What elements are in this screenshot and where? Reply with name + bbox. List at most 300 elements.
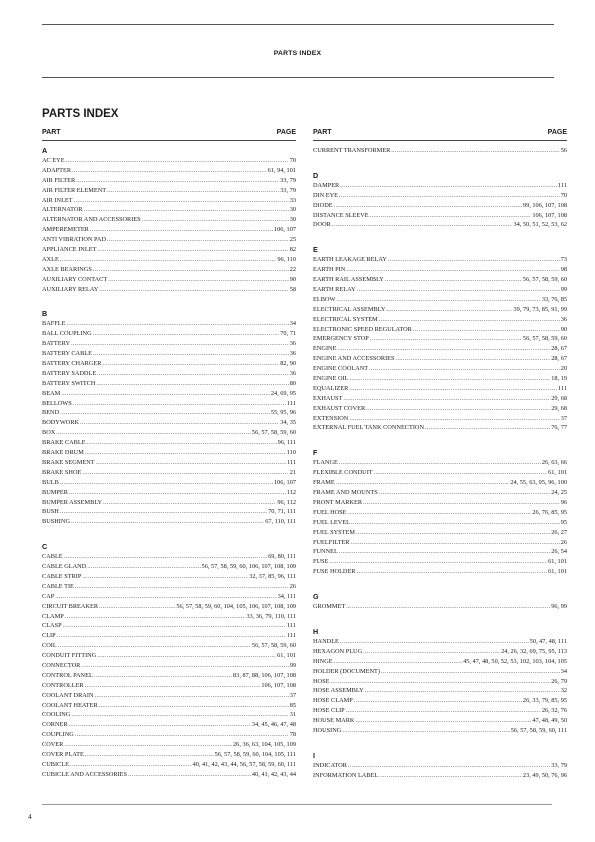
dot-leader bbox=[379, 771, 522, 781]
part-name: BATTERY SWITCH bbox=[42, 379, 96, 387]
dot-leader bbox=[334, 657, 463, 667]
part-name: HOUSE MARK bbox=[313, 717, 355, 725]
dot-leader bbox=[413, 325, 560, 335]
dot-leader bbox=[84, 205, 289, 215]
dot-leader bbox=[60, 255, 277, 265]
part-column-label: PART bbox=[42, 129, 61, 136]
dot-leader bbox=[75, 730, 289, 740]
page-refs: 30 bbox=[289, 216, 296, 224]
dot-leader bbox=[332, 220, 513, 230]
index-entry bbox=[42, 369, 296, 379]
part-name: HOSE CLAMP bbox=[313, 697, 353, 705]
part-name: COVER bbox=[42, 741, 64, 749]
part-name: BUMPER ASSEMBLY bbox=[42, 498, 103, 506]
index-entry bbox=[313, 488, 567, 498]
part-name: CLAMP bbox=[42, 612, 64, 620]
dot-leader bbox=[329, 557, 547, 567]
index-entry bbox=[42, 740, 296, 750]
page-refs: 26 bbox=[560, 538, 567, 546]
index-entry bbox=[42, 458, 296, 468]
dot-leader bbox=[142, 215, 289, 225]
page-refs: 26, 63, 66 bbox=[541, 459, 567, 467]
part-name: APPLIANCE INLET bbox=[42, 246, 97, 254]
part-name: HOSE CLIP bbox=[313, 707, 345, 715]
page-refs: 99, 106, 107, 108 bbox=[522, 201, 567, 209]
part-name: AIR FILTER bbox=[42, 176, 76, 184]
index-entry bbox=[313, 404, 567, 414]
index-entry bbox=[313, 201, 567, 211]
part-name: BRAKE DRUM bbox=[42, 449, 84, 457]
section-letter: F bbox=[313, 448, 318, 458]
part-name: HOSE ASSEMBLY bbox=[313, 687, 364, 695]
dot-leader bbox=[339, 547, 550, 557]
page-refs: 61, 101 bbox=[548, 558, 567, 566]
dot-leader bbox=[337, 344, 550, 354]
index-section bbox=[42, 146, 296, 294]
part-name: INDICATOR bbox=[313, 761, 347, 769]
page-refs: 56, 57, 58, 59, 60, 111 bbox=[510, 726, 567, 734]
index-entry bbox=[313, 647, 567, 657]
page-refs: 29, 68 bbox=[551, 404, 567, 412]
index-entry bbox=[42, 319, 296, 329]
index-entry bbox=[42, 552, 296, 562]
index-entry bbox=[313, 637, 567, 647]
part-name: DISTANCE SLEEVE bbox=[313, 211, 369, 219]
part-name: BATTERY CHARGER bbox=[42, 360, 102, 368]
index-entry bbox=[42, 399, 296, 409]
index-entry bbox=[42, 750, 296, 760]
part-name: HANDLE bbox=[313, 637, 339, 645]
part-name: COOLING bbox=[42, 711, 71, 719]
index-entry bbox=[42, 641, 296, 651]
dot-leader bbox=[346, 706, 541, 716]
page-refs: 56, 57, 58, 59, 60 bbox=[522, 276, 567, 284]
part-name: DIODE bbox=[313, 201, 333, 209]
index-entry bbox=[313, 414, 567, 424]
dot-leader bbox=[93, 329, 280, 339]
part-name: ELECTRONIC SPEED REGULATOR bbox=[313, 325, 412, 333]
page-refs: 34 bbox=[289, 320, 296, 328]
page-refs: 82 bbox=[289, 246, 296, 254]
index-entry bbox=[42, 166, 296, 176]
part-name: CORNER bbox=[42, 721, 68, 729]
index-entry bbox=[42, 602, 296, 612]
index-entry bbox=[313, 181, 567, 191]
part-name: EXHAUST COVER bbox=[313, 404, 366, 412]
dot-leader bbox=[342, 726, 509, 736]
index-entry bbox=[313, 325, 567, 335]
dot-leader bbox=[103, 498, 276, 508]
dot-leader bbox=[357, 285, 560, 295]
index-entry bbox=[313, 423, 567, 433]
dot-leader bbox=[75, 582, 289, 592]
part-name: ADAPTER bbox=[42, 166, 72, 174]
page-refs: 34, 35 bbox=[280, 419, 296, 427]
part-name: HINGE bbox=[313, 657, 333, 665]
dot-leader bbox=[343, 394, 550, 404]
dot-leader bbox=[64, 740, 232, 750]
page-refs: 26, 76, 85, 95 bbox=[532, 508, 567, 516]
page-refs: 55, 95, 96 bbox=[270, 409, 296, 417]
page-refs: 24, 69, 95 bbox=[270, 389, 296, 397]
index-entry bbox=[313, 677, 567, 687]
dot-leader bbox=[85, 448, 286, 458]
page-refs: 24, 25 bbox=[551, 489, 567, 497]
index-section bbox=[313, 627, 567, 736]
dot-leader bbox=[74, 196, 289, 206]
part-name: GROMMET bbox=[313, 603, 346, 611]
index-entry bbox=[42, 730, 296, 740]
page-refs: 111 bbox=[287, 458, 296, 466]
part-name: EXTENSION bbox=[313, 414, 349, 422]
index-section bbox=[313, 448, 567, 577]
part-name: EXHAUST bbox=[313, 394, 343, 402]
dot-leader bbox=[370, 334, 522, 344]
page-refs: 73 bbox=[560, 256, 567, 264]
dot-leader bbox=[350, 374, 551, 384]
index-entry bbox=[42, 215, 296, 225]
index-entry bbox=[42, 339, 296, 349]
page-refs: 34 bbox=[560, 667, 567, 675]
page-refs: 36 bbox=[289, 369, 296, 377]
index-entry bbox=[42, 498, 296, 508]
part-name: FRONT MARKER bbox=[313, 498, 363, 506]
index-entry bbox=[42, 572, 296, 582]
page-refs: 33 bbox=[289, 196, 296, 204]
part-name: COIL bbox=[42, 642, 57, 650]
dot-leader bbox=[339, 191, 560, 201]
page-refs: 61, 101 bbox=[277, 652, 296, 660]
part-name: CAP bbox=[42, 592, 55, 600]
dot-leader bbox=[354, 696, 522, 706]
page-column-label: PAGE bbox=[547, 129, 567, 136]
dot-leader bbox=[71, 710, 288, 720]
index-entry bbox=[313, 374, 567, 384]
page-refs: 33, 79 bbox=[280, 186, 296, 194]
index-entry bbox=[42, 389, 296, 399]
dot-leader bbox=[385, 275, 522, 285]
index-entry bbox=[42, 156, 296, 166]
page-refs: 111 bbox=[287, 632, 296, 640]
part-name: CLIP bbox=[42, 632, 56, 640]
page-refs: 110 bbox=[286, 449, 296, 457]
dot-leader bbox=[61, 389, 270, 399]
part-name: FUSE HOLDER bbox=[313, 568, 356, 576]
dot-leader bbox=[386, 305, 512, 315]
index-entry bbox=[313, 305, 567, 315]
dot-leader bbox=[370, 211, 532, 221]
page-refs: 33, 76, 85 bbox=[541, 295, 567, 303]
page-refs: 90 bbox=[289, 275, 296, 283]
dot-leader bbox=[374, 468, 547, 478]
dot-leader bbox=[336, 295, 540, 305]
index-entry bbox=[42, 265, 296, 275]
index-entry bbox=[42, 770, 296, 780]
dot-leader bbox=[351, 538, 560, 548]
index-entry bbox=[42, 562, 296, 572]
page-refs: 45, 47, 48, 50, 52, 53, 102, 103, 104, 105 bbox=[463, 657, 567, 665]
index-entry bbox=[42, 681, 296, 691]
column-header bbox=[42, 129, 296, 141]
part-name: EARTH PIN bbox=[313, 266, 346, 274]
page-refs: 98 bbox=[560, 266, 567, 274]
dot-leader bbox=[97, 369, 289, 379]
part-name: BATTERY CABLE bbox=[42, 350, 92, 358]
part-name: CUBICLE AND ACCESSORIES bbox=[42, 770, 128, 778]
part-name: FRAME AND MOUNTS bbox=[313, 489, 378, 497]
part-name: CIRCUIT BREAKER bbox=[42, 602, 99, 610]
index-entry bbox=[42, 701, 296, 711]
page-refs: 111 bbox=[558, 384, 567, 392]
page-refs: 26, 54 bbox=[551, 548, 567, 556]
part-name: BUMPER bbox=[42, 488, 68, 496]
page-refs: 95 bbox=[560, 518, 567, 526]
part-name: AUXILIARY CONTACT bbox=[42, 275, 108, 283]
page-refs: 30 bbox=[289, 206, 296, 214]
dot-leader bbox=[336, 478, 510, 488]
index-entry bbox=[313, 344, 567, 354]
index-entry bbox=[42, 186, 296, 196]
page-refs: 39, 79, 73, 85, 91, 99 bbox=[513, 305, 567, 313]
page-refs: 33, 79 bbox=[280, 176, 296, 184]
page-refs: 37 bbox=[560, 414, 567, 422]
dot-leader bbox=[425, 423, 550, 433]
part-name: COOLANT HEATER bbox=[42, 701, 98, 709]
page-refs: 106, 107 bbox=[273, 226, 296, 234]
page-refs: 40, 41, 42, 43, 44, 56, 57, 58, 59, 60, 111 bbox=[192, 760, 296, 768]
page-refs: 56, 57, 58, 59, 60, 106, 107, 108, 109 bbox=[201, 563, 296, 571]
part-name: BRAKE CABLE bbox=[42, 439, 86, 447]
page-refs: 34, 50, 51, 52, 53, 62 bbox=[513, 221, 567, 229]
dot-leader bbox=[60, 507, 267, 517]
section-letter: H bbox=[313, 626, 319, 636]
part-name: ELECTRICAL ASSEMBLY bbox=[313, 305, 386, 313]
page-refs: 111 bbox=[558, 181, 567, 189]
page-refs: 80 bbox=[289, 379, 296, 387]
section-letter: C bbox=[42, 542, 48, 552]
part-name: CLASP bbox=[42, 622, 62, 630]
dot-leader bbox=[107, 186, 279, 196]
part-name: CABLE STRIP bbox=[42, 572, 82, 580]
dot-leader bbox=[348, 761, 550, 771]
part-name: BEAM bbox=[42, 389, 61, 397]
part-name: AIR FILTER ELEMENT bbox=[42, 186, 107, 194]
dot-leader bbox=[349, 414, 559, 424]
dot-leader bbox=[87, 562, 200, 572]
index-entry bbox=[313, 508, 567, 518]
page-refs: 106, 107, 108 bbox=[532, 211, 567, 219]
index-entry bbox=[313, 220, 567, 230]
section-letter: E bbox=[313, 245, 318, 255]
part-name: BUSHING bbox=[42, 518, 70, 526]
index-entry bbox=[313, 547, 567, 557]
index-entry bbox=[313, 518, 567, 528]
dot-leader bbox=[69, 488, 286, 498]
part-name: COVER PLATE bbox=[42, 750, 84, 758]
dot-leader bbox=[85, 750, 214, 760]
index-entry bbox=[313, 315, 567, 325]
index-entry bbox=[42, 225, 296, 235]
section-letter: D bbox=[313, 170, 319, 180]
page-refs: 25 bbox=[289, 236, 296, 244]
page-refs: 96 bbox=[560, 498, 567, 506]
dot-leader bbox=[85, 681, 261, 691]
dot-leader bbox=[66, 319, 288, 329]
dot-leader bbox=[363, 498, 560, 508]
part-name: FUEL SYSTEM bbox=[313, 528, 355, 536]
index-entry bbox=[313, 726, 567, 736]
index-entry bbox=[42, 448, 296, 458]
dot-leader bbox=[82, 572, 248, 582]
page-refs: 36 bbox=[289, 340, 296, 348]
part-name: BUSH bbox=[42, 508, 59, 516]
page-refs: 31 bbox=[289, 711, 296, 719]
page-refs: 26, 36, 63, 104, 105, 109 bbox=[233, 741, 296, 749]
page-title: PARTS INDEX bbox=[42, 108, 119, 120]
dot-leader bbox=[365, 686, 560, 696]
part-name: BATTERY SADDLE bbox=[42, 369, 97, 377]
index-entry bbox=[42, 245, 296, 255]
left-index-list bbox=[42, 146, 296, 780]
dot-leader bbox=[108, 275, 289, 285]
part-name: HOLDER (DOCUMENT) bbox=[313, 667, 380, 675]
dot-leader bbox=[69, 720, 251, 730]
page-refs: 70 bbox=[289, 157, 296, 164]
dot-leader bbox=[381, 667, 560, 677]
part-name: ANTI VIBRATION PAD bbox=[42, 236, 107, 244]
dot-leader bbox=[363, 647, 500, 657]
page-refs: 56, 57, 58, 59, 60 bbox=[251, 429, 296, 437]
page-refs: 99 bbox=[289, 661, 296, 669]
index-entry bbox=[313, 191, 567, 201]
page-refs: 96, 99 bbox=[551, 603, 567, 611]
page-refs: 33, 79 bbox=[551, 761, 567, 769]
part-name: FRAME bbox=[313, 479, 335, 487]
page-refs: 70, 71 bbox=[280, 330, 296, 338]
dot-leader bbox=[90, 225, 273, 235]
part-name: BAFFLE bbox=[42, 320, 66, 328]
page-refs: 85 bbox=[289, 701, 296, 709]
dot-leader bbox=[73, 399, 286, 409]
page-refs: 34, 111 bbox=[277, 592, 296, 600]
left-column bbox=[42, 129, 296, 780]
page-refs: 67, 110, 111 bbox=[265, 518, 296, 526]
index-entry bbox=[42, 621, 296, 631]
dot-leader bbox=[66, 156, 289, 166]
part-name: AMPEREMETER bbox=[42, 226, 89, 234]
dot-leader bbox=[72, 166, 267, 176]
index-entry bbox=[42, 196, 296, 206]
dot-leader bbox=[94, 691, 288, 701]
index-entry bbox=[42, 592, 296, 602]
part-name: DIN EYE bbox=[313, 191, 339, 199]
dot-leader bbox=[99, 701, 289, 711]
dot-leader bbox=[348, 508, 532, 518]
part-name: FLEXIBLE CONDUIT bbox=[313, 469, 373, 477]
dot-leader bbox=[76, 176, 279, 186]
part-name: BATTERY bbox=[42, 340, 70, 348]
page-refs: 96, 110 bbox=[277, 255, 296, 263]
part-name: EARTH LEAKAGE RELAY bbox=[313, 256, 387, 264]
dot-leader bbox=[366, 404, 550, 414]
page-refs: 56, 57, 58, 59, 60 bbox=[522, 335, 567, 343]
page-refs: 69, 80, 111 bbox=[268, 553, 296, 561]
index-entry bbox=[42, 760, 296, 770]
index-entry bbox=[42, 517, 296, 527]
part-name: ENGINE bbox=[313, 345, 337, 353]
part-name: CABLE bbox=[42, 553, 63, 561]
page-refs: 111 bbox=[287, 622, 296, 630]
page-refs: 36 bbox=[289, 350, 296, 358]
page-refs: 82, 90 bbox=[280, 360, 296, 368]
dot-leader bbox=[58, 641, 251, 651]
page-refs: 26, 32, 76 bbox=[541, 707, 567, 715]
index-entry bbox=[42, 661, 296, 671]
page-refs: 26, 79 bbox=[551, 677, 567, 685]
dot-leader bbox=[99, 602, 175, 612]
part-name: EARTH RELAY bbox=[313, 286, 356, 294]
part-name: DOOR bbox=[313, 221, 331, 229]
index-entry bbox=[313, 364, 567, 374]
part-name: FUEL LEVEL bbox=[313, 518, 351, 526]
page-refs: 70 bbox=[560, 191, 567, 199]
page-refs: 50, 47, 48, 111 bbox=[529, 637, 567, 645]
part-name: ELECTRICAL SYSTEM bbox=[313, 315, 378, 323]
index-entry bbox=[313, 686, 567, 696]
part-name: CONDUIT FITTING bbox=[42, 652, 97, 660]
index-entry bbox=[313, 265, 567, 275]
part-name: ALTERNATOR AND ACCESSORIES bbox=[42, 216, 141, 224]
page-refs: 34, 45, 46, 47, 48 bbox=[251, 721, 296, 729]
section-letter: I bbox=[313, 750, 315, 760]
part-name: ALTERNATOR bbox=[42, 206, 83, 214]
dot-leader bbox=[356, 528, 550, 538]
index-entry bbox=[313, 478, 567, 488]
footer-rule bbox=[42, 804, 552, 805]
index-entry bbox=[42, 285, 296, 295]
part-column-label: PART bbox=[313, 129, 332, 136]
index-entry bbox=[313, 275, 567, 285]
page-refs: 106, 107, 108 bbox=[261, 681, 296, 689]
dot-leader bbox=[340, 181, 557, 191]
index-entry bbox=[42, 651, 296, 661]
dot-leader bbox=[346, 602, 550, 612]
dot-leader bbox=[94, 671, 232, 681]
dot-leader bbox=[379, 488, 551, 498]
part-name: HOSE bbox=[313, 677, 330, 685]
part-name: ENGINE OIL bbox=[313, 375, 349, 383]
part-name: EQUALIZER bbox=[313, 384, 349, 392]
index-entry bbox=[42, 478, 296, 488]
dot-leader bbox=[65, 612, 246, 622]
page-refs: 21 bbox=[289, 468, 296, 476]
right-index-list bbox=[313, 146, 567, 781]
dot-leader bbox=[107, 235, 289, 245]
part-name: FUELFILTER bbox=[313, 538, 350, 546]
index-entry bbox=[42, 255, 296, 265]
index-entry bbox=[313, 557, 567, 567]
index-entry bbox=[313, 458, 567, 468]
dot-leader bbox=[96, 379, 288, 389]
page-refs: 26 bbox=[289, 582, 296, 590]
page-refs: 90 bbox=[560, 325, 567, 333]
page-refs: 47, 48, 49, 50 bbox=[532, 717, 567, 725]
index-entry bbox=[42, 359, 296, 369]
page-refs: 106, 107 bbox=[273, 478, 296, 486]
dot-leader bbox=[64, 552, 267, 562]
index-section bbox=[313, 592, 567, 612]
dot-leader bbox=[87, 438, 277, 448]
